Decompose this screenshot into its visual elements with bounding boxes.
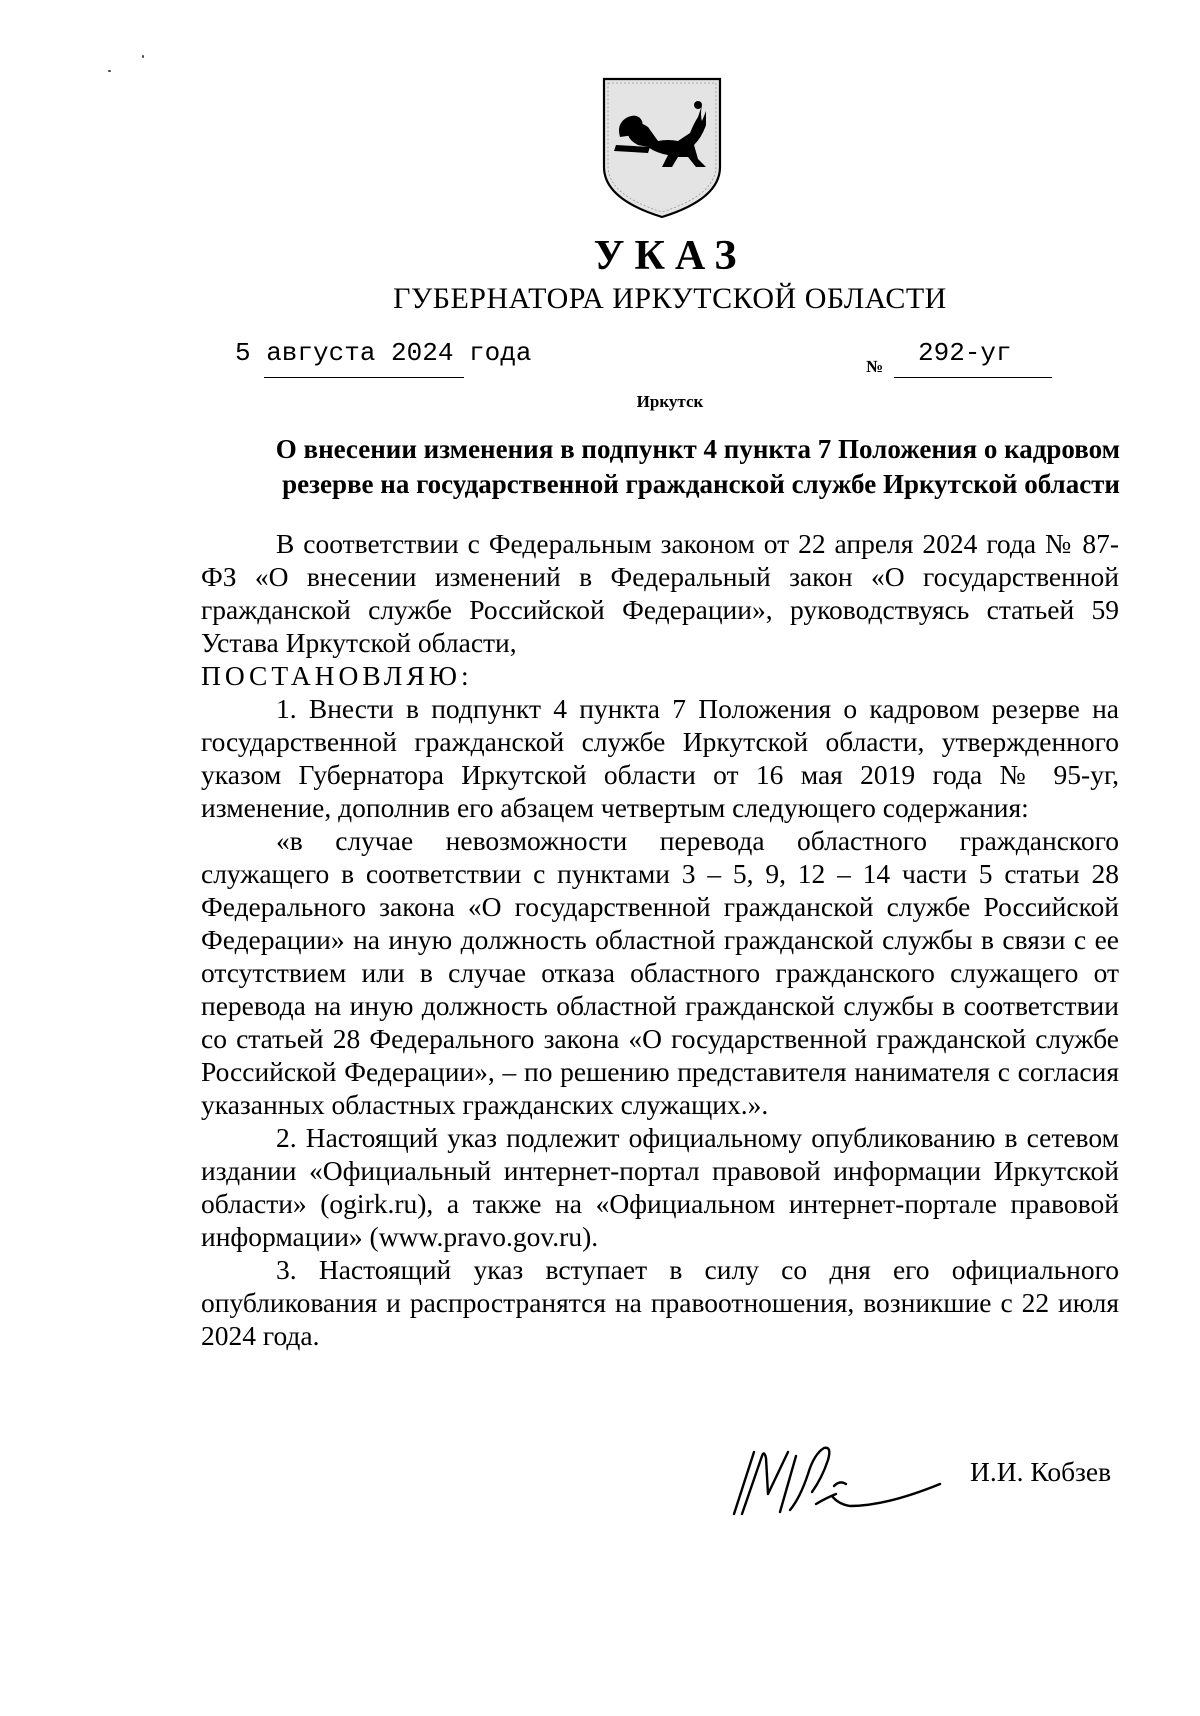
quoted-amendment-paragraph: «в случае невозможности перевода областного гражданского служащего в соответствии с пунктами 3 – 5, 9, 12 – 14 части 5 статьи 28 Федерального закона «О государственной гражданской службе Российской Федерации» на иную должность областной гражданской службы в связи с ее отсутствием или в случае отказа областного гражданского служащего от перевода на иную должность областной гражданской службы в соответствии со статьей 28 Федерального закона «О государственной гражданской службе Российской Федерации», – по решению представителя нанимателя с согласия указанных областных гражданских служащих.». (201, 825, 1119, 1120)
heading-line-2: резерве на государственной гражданской службе Иркутской области (282, 469, 1120, 499)
number-sign: № (866, 357, 884, 376)
handwritten-signature-icon (728, 1434, 946, 1520)
document-heading (200, 432, 1120, 502)
preamble-paragraph: В соответствии с Федеральным законом от 22 апреля 2024 года № 87-ФЗ «О внесении изменений в Федеральный закон «О государственной гражданской службе Российской Федерации», руководствуясь статьей 59 Устава Иркутской области, (201, 528, 1119, 658)
document-body (201, 527, 1119, 1352)
heading-line-1: О внесении изменения в подпункт 4 пункта 7 Положения о кадровом (275, 434, 1120, 464)
item-1-paragraph: 1. Внести в подпункт 4 пункта 7 Положения о кадровом резерве на государственной гражданской службе Иркутской области, утвержденного указом Губернатора Иркутской области от 16 мая 2019 года № 95-уг, изменение, дополнив его абзацем четвертым следующего содержания: (201, 693, 1119, 823)
item-2-paragraph: 2. Настоящий указ подлежит официальному опубликованию в сетевом издании «Официальный интернет-портал правовой информации Иркутской области» (ogirk.ru), а также на «Официальном интернет-портале правовой информации» (www.pravo.gov.ru). (201, 1122, 1119, 1252)
signer-name: И.И. Кобзев (970, 1456, 1112, 1487)
document-city: Иркутск (636, 392, 704, 411)
number-underline (894, 377, 1052, 378)
document-date: 5 августа 2024 года (235, 338, 532, 368)
document-title: УКАЗ (593, 233, 747, 279)
irkutsk-coat-of-arms-icon (598, 75, 726, 221)
decree-word: ПОСТАНОВЛЯЮ: (201, 660, 473, 691)
date-underline (264, 377, 464, 378)
item-3-paragraph: 3. Настоящий указ вступает в силу со дня его официального опубликования и распространятся на правоотношения, возникшие с 22 июля 2024 года. (201, 1254, 1119, 1351)
issuer-subtitle: ГУБЕРНАТОРА ИРКУТСКОЙ ОБЛАСТИ (393, 282, 947, 315)
document-number: 292-уг (918, 338, 1012, 368)
